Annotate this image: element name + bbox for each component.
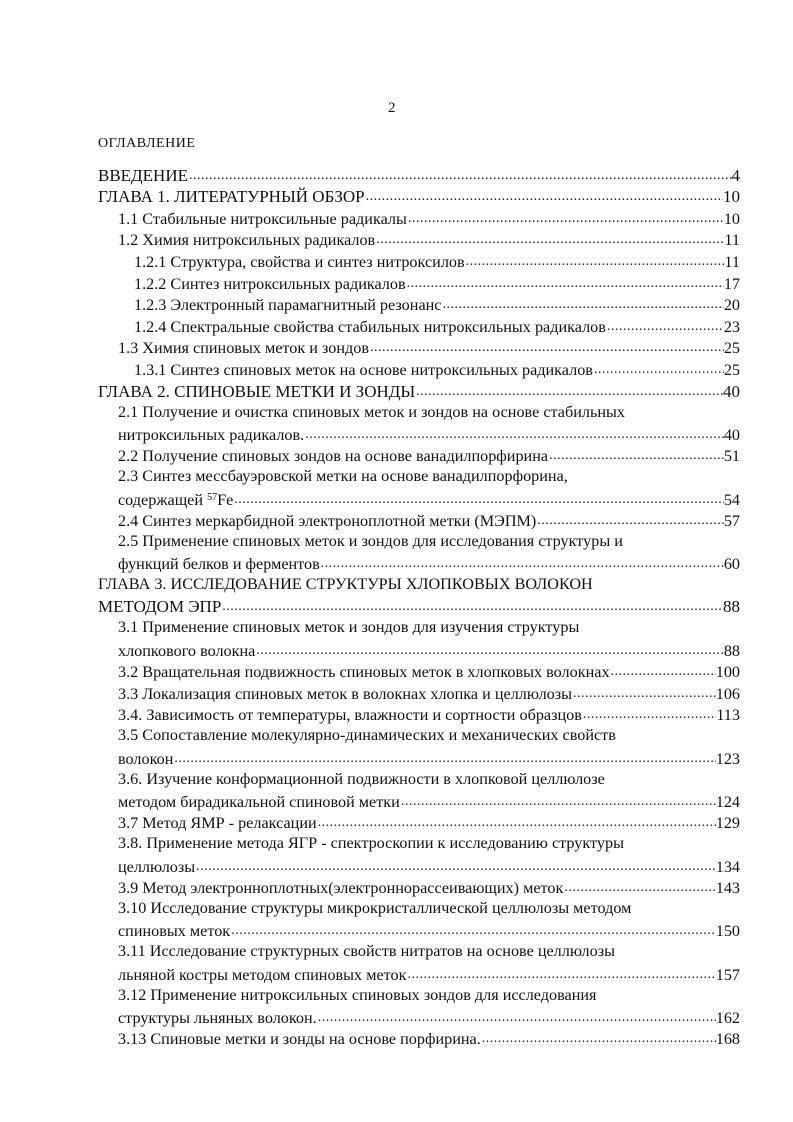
toc-entry bbox=[98, 445, 740, 467]
toc-entry-page: 143 bbox=[715, 879, 740, 898]
toc-entry bbox=[98, 186, 740, 208]
toc-entry bbox=[98, 790, 740, 812]
toc-entry-page: 54 bbox=[723, 490, 740, 509]
toc-entry-page: 40 bbox=[723, 381, 740, 401]
toc-entry-page: 10 bbox=[723, 187, 740, 207]
toc-entry-page: 168 bbox=[715, 1030, 740, 1049]
toc-entry-title: МЕТОДОМ ЭПР bbox=[98, 597, 222, 617]
toc-entry bbox=[98, 510, 740, 532]
toc-entry bbox=[98, 747, 740, 769]
toc-entry-page: 11 bbox=[724, 231, 740, 250]
toc-entry-title: 3.2 Вращательная подвижность спиновых меток в хлопковых волокнах bbox=[118, 663, 610, 682]
toc-entry-first-line: 3.10 Исследование структуры микрокристаллической целлюлозы методом bbox=[118, 899, 632, 918]
toc-entry-page: 17 bbox=[723, 274, 740, 293]
toc-entry-title-text: содержащей bbox=[118, 490, 208, 509]
toc-entry-title bbox=[118, 490, 233, 510]
toc-entry-title: ГЛАВА 2. СПИНОВЫЕ МЕТКИ И ЗОНДЫ bbox=[98, 381, 416, 401]
toc-entry-page: 123 bbox=[715, 749, 740, 768]
toc-entry-title: методом бирадикальной спиновой метки bbox=[118, 792, 400, 811]
toc-entry bbox=[98, 639, 740, 661]
toc-entry-title: 1.1 Стабильные нитроксильные радикалы bbox=[118, 209, 407, 228]
toc-entry bbox=[98, 661, 740, 683]
toc-entry bbox=[98, 358, 740, 380]
toc-entry-title: волокон bbox=[118, 749, 174, 768]
toc-entry-page: 162 bbox=[715, 1008, 740, 1027]
toc-entry-first-line: 2.1 Получение и очистка спиновых меток и зондов на основе стабильных bbox=[118, 402, 625, 421]
toc-entry bbox=[98, 682, 740, 704]
toc-entry-page: 106 bbox=[715, 684, 740, 703]
toc-entry-title: 2.4 Синтез меркарбидной электроноплотной метки (МЭПМ) bbox=[118, 512, 537, 531]
toc-entry-title: 1.3.1 Синтез спиновых меток на основе нитроксильных радикалов bbox=[134, 360, 593, 379]
toc-entry-title: спиновых меток bbox=[118, 922, 231, 941]
toc-entry-page: 51 bbox=[723, 447, 740, 466]
toc-entry-first-line: 3.8. Применение метода ЯГР - спектроскопии к исследованию структуры bbox=[118, 834, 624, 853]
toc-entry-title: 1.2.4 Спектральные свойства стабильных нитроксильных радикалов bbox=[134, 317, 606, 336]
toc-entry-page: 88 bbox=[723, 641, 740, 660]
toc-entry-title: 2.2 Получение спиновых зондов на основе ванадилпорфирина bbox=[118, 447, 549, 466]
toc-entry bbox=[98, 596, 740, 618]
toc-entry-title: нитроксильных радикалов. bbox=[118, 425, 305, 444]
toc-entry-title: 1.2.1 Структура, свойства и синтез нитроксилов bbox=[134, 252, 465, 271]
toc-entry-title: 3.9 Метод электронноплотных(электроннорассеивающих) меток bbox=[118, 879, 564, 898]
toc-entry-first-line: 3.12 Применение нитроксильных спиновых зондов для исследования bbox=[118, 985, 597, 1004]
toc-entry-page: 129 bbox=[715, 814, 740, 833]
toc-entry-title: целлюлозы bbox=[118, 857, 196, 876]
toc-entry-page: 150 bbox=[715, 922, 740, 941]
toc-entry-page: 25 bbox=[723, 360, 740, 379]
toc-entry bbox=[98, 553, 740, 575]
toc-entry-title: льняной костры методом спиновых меток bbox=[118, 965, 407, 984]
toc-entry-page: 23 bbox=[723, 317, 740, 336]
toc-entry bbox=[98, 272, 740, 294]
toc-entry-page: 88 bbox=[723, 597, 740, 617]
toc-entry-page: 134 bbox=[715, 857, 740, 876]
page-number: 2 bbox=[388, 100, 396, 116]
toc-entry-title: 3.4. Зависимость от температуры, влажности и сортности образцов bbox=[118, 706, 582, 725]
toc-entry-page: 157 bbox=[715, 965, 740, 984]
toc-entry-title: ГЛАВА 1. ЛИТЕРАТУРНЫЙ ОБЗОР bbox=[98, 187, 365, 207]
toc-entry-title: структуры льняных волокон. bbox=[118, 1008, 317, 1027]
toc-entry-first-line: 3.5 Сопоставление молекулярно-динамических и механических свойств bbox=[118, 726, 616, 745]
toc-entry bbox=[98, 229, 740, 251]
toc-entry-page: 25 bbox=[723, 339, 740, 358]
toc-entry-title: 1.2 Химия нитроксильных радикалов bbox=[118, 231, 376, 250]
toc-entry bbox=[98, 920, 740, 942]
toc-entry bbox=[98, 1028, 740, 1050]
toc-entry bbox=[98, 250, 740, 272]
toc-heading: ОГЛАВЛЕНИЕ bbox=[98, 136, 196, 151]
toc-entry-first-line: 3.6. Изучение конформационной подвижности в хлопковой целлюлозе bbox=[118, 769, 605, 788]
toc-entry bbox=[98, 380, 740, 402]
toc-entry bbox=[98, 877, 740, 899]
toc-entry-page: 4 bbox=[731, 165, 740, 185]
toc-entry-title: 1.3 Химия спиновых меток и зондов bbox=[118, 339, 369, 358]
toc-entry-title: хлопкового волокна bbox=[118, 641, 256, 660]
toc-entry bbox=[98, 1006, 740, 1028]
toc-entry-page: 40 bbox=[723, 425, 740, 444]
toc-entry bbox=[98, 704, 740, 726]
toc-entry-first-line: ГЛАВА 3. ИССЛЕДОВАНИЕ СТРУКТУРЫ ХЛОПКОВЫХ ВОЛОКОН bbox=[98, 575, 593, 594]
toc-entry-title: ВВЕДЕНИЕ bbox=[98, 165, 188, 185]
toc-entry bbox=[98, 423, 740, 445]
toc-entry bbox=[98, 963, 740, 985]
toc-entry bbox=[98, 294, 740, 316]
toc-entry-page: 20 bbox=[723, 296, 740, 315]
toc-entry-page: 10 bbox=[723, 209, 740, 228]
toc-entry-title: 3.3 Локализация спиновых меток в волокнах хлопка и целлюлозы bbox=[118, 684, 573, 703]
toc-entry-title-element: Fe bbox=[217, 490, 234, 509]
toc-entry-page: 124 bbox=[715, 792, 740, 811]
isotope-mass-number: 57 bbox=[207, 491, 218, 503]
toc-entry-first-line: 2.5 Применение спиновых меток и зондов для исследования структуры и bbox=[118, 532, 623, 551]
toc-entry-title: функций белков и ферментов bbox=[118, 555, 320, 574]
toc-entry-page: 57 bbox=[723, 512, 740, 531]
toc-entry-title: 3.13 Спиновые метки и зонды на основе порфирина. bbox=[118, 1030, 481, 1049]
toc-entry bbox=[98, 488, 740, 510]
toc-entry-first-line: 3.1 Применение спиновых меток и зондов для изучения структуры bbox=[118, 618, 580, 637]
toc-entry bbox=[98, 164, 740, 186]
toc-entry-title: 1.2.3 Электронный парамагнитный резонанс bbox=[134, 296, 442, 315]
toc-entry bbox=[98, 207, 740, 229]
toc-entry-page: 11 bbox=[724, 252, 740, 271]
toc-entry-page: 60 bbox=[723, 555, 740, 574]
toc-entry bbox=[98, 337, 740, 359]
toc-entry-first-line: 3.11 Исследование структурных свойств нитратов на основе целлюлозы bbox=[118, 942, 615, 961]
toc-entry-title: 1.2.2 Синтез нитроксильных радикалов bbox=[134, 274, 406, 293]
toc-entry-page: 100 bbox=[715, 663, 740, 682]
table-of-contents bbox=[98, 164, 740, 1049]
toc-entry bbox=[98, 812, 740, 834]
toc-entry-first-line: 2.3 Синтез мессбауэровской метки на основе ванадилпорфорина, bbox=[118, 467, 568, 486]
toc-entry-title: 3.7 Метод ЯМР - релаксации bbox=[118, 814, 317, 833]
toc-entry-page: 113 bbox=[716, 706, 740, 725]
toc-entry bbox=[98, 855, 740, 877]
toc-entry bbox=[98, 315, 740, 337]
